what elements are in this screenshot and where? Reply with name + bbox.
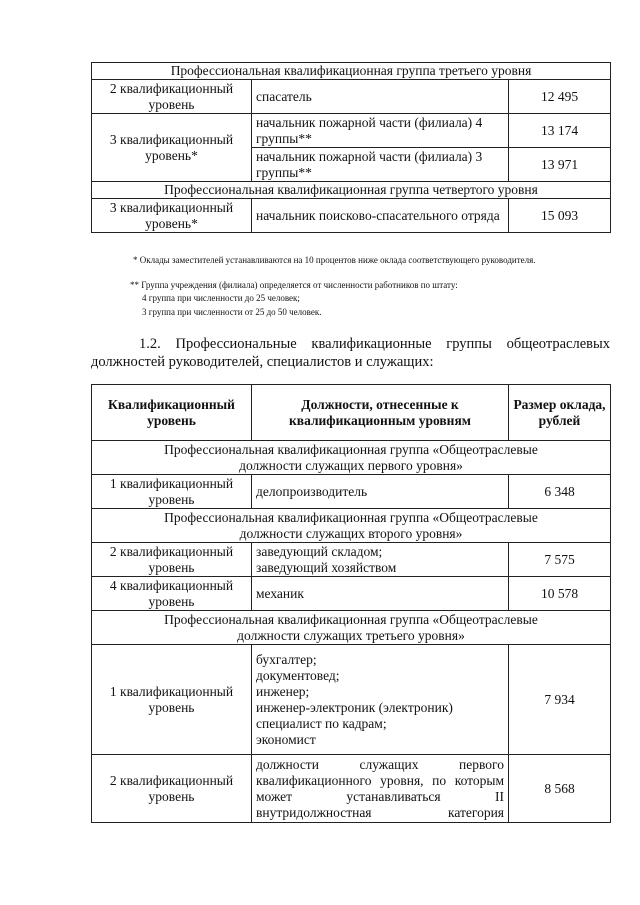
table-row (92, 199, 611, 233)
position-cell (252, 645, 509, 755)
level-cell: 2 квалификационный уровень (92, 755, 252, 823)
level-cell: 2 квалификационный уровень (92, 80, 252, 114)
position-line: инженер-электроник (электроник) (256, 699, 453, 715)
table-row (92, 475, 611, 509)
group-title: Профессиональная квалификационная группа четвертого уровня (92, 182, 611, 199)
position-cell: начальник пожарной части (филиала) 3 группы** (252, 148, 509, 182)
level-cell: 2 квалификационный уровень (92, 543, 252, 577)
salary-cell: 6 348 (509, 475, 611, 509)
position-cell: механик (252, 577, 509, 611)
position-line: бухгалтер; (256, 651, 317, 667)
position-cell: должности служащих первого квалификационного уровня, по которым может устанавливаться II внутридолжностная категория (252, 755, 509, 823)
salary-cell: 13 971 (509, 148, 611, 182)
salary-cell: 8 568 (509, 755, 611, 823)
table-row (92, 543, 611, 577)
group-title: Профессиональная квалификационная группа «Общеотраслевые должности служащих третьего уровня» (92, 611, 611, 645)
footnote-1: * Оклады заместителей устанавливаются на 10 процентов ниже оклада соответствующего руководителя. (133, 255, 536, 265)
table-row (92, 755, 611, 823)
section-paragraph: 1.2. Профессиональные квалификационные группы общеотраслевых должностей руководителей, специалистов и служащих: (91, 336, 610, 370)
group-row (92, 611, 611, 645)
salary-cell: 13 174 (509, 114, 611, 148)
level-cell: 3 квалификационный уровень* (92, 199, 252, 233)
level-cell: 4 квалификационный уровень (92, 577, 252, 611)
position-line: заведующий складом; (256, 543, 383, 559)
table-row (92, 80, 611, 114)
group-row (92, 509, 611, 543)
group-title: Профессиональная квалификационная группа «Общеотраслевые должности служащих первого уровня» (92, 441, 611, 475)
footnote-4: 3 группа при численности от 25 до 50 человек. (142, 307, 322, 317)
position-line: документовед; (256, 667, 340, 683)
salary-cell: 10 578 (509, 577, 611, 611)
header-row (92, 385, 611, 441)
salary-cell: 12 495 (509, 80, 611, 114)
level-cell: 1 квалификационный уровень (92, 645, 252, 755)
level-cell: 1 квалификационный уровень (92, 475, 252, 509)
position-line: специалист по кадрам; (256, 715, 387, 731)
position-cell: начальник поисково-спасательного отряда (252, 199, 509, 233)
salary-cell: 15 093 (509, 199, 611, 233)
header-salary: Размер оклада, рублей (509, 385, 611, 441)
group-row (92, 441, 611, 475)
position-cell: спасатель (252, 80, 509, 114)
salary-table-general (91, 384, 611, 823)
level-cell: 3 квалификационный уровень* (92, 114, 252, 182)
salary-cell: 7 575 (509, 543, 611, 577)
table-row (92, 577, 611, 611)
footnote-3: 4 группа при численности до 25 человек; (142, 293, 300, 303)
position-line: инженер; (256, 683, 310, 699)
group-row (92, 182, 611, 199)
table-row (92, 114, 611, 148)
group-title: Профессиональная квалификационная группа третьего уровня (92, 63, 611, 80)
position-cell (252, 543, 509, 577)
header-positions: Должности, отнесенные к квалификационным уровням (252, 385, 509, 441)
position-cell: начальник пожарной части (филиала) 4 группы** (252, 114, 509, 148)
salary-table-rescue (91, 62, 611, 233)
position-line: заведующий хозяйством (256, 559, 397, 575)
header-level: Квалификационный уровень (92, 385, 252, 441)
salary-cell: 7 934 (509, 645, 611, 755)
position-cell: делопроизводитель (252, 475, 509, 509)
position-line: экономист (256, 731, 316, 747)
table-row (92, 645, 611, 755)
footnote-2: ** Группа учреждения (филиала) определяется от численности работников по штату: (130, 280, 458, 290)
group-title: Профессиональная квалификационная группа «Общеотраслевые должности служащих второго уровня» (92, 509, 611, 543)
group-row (92, 63, 611, 80)
